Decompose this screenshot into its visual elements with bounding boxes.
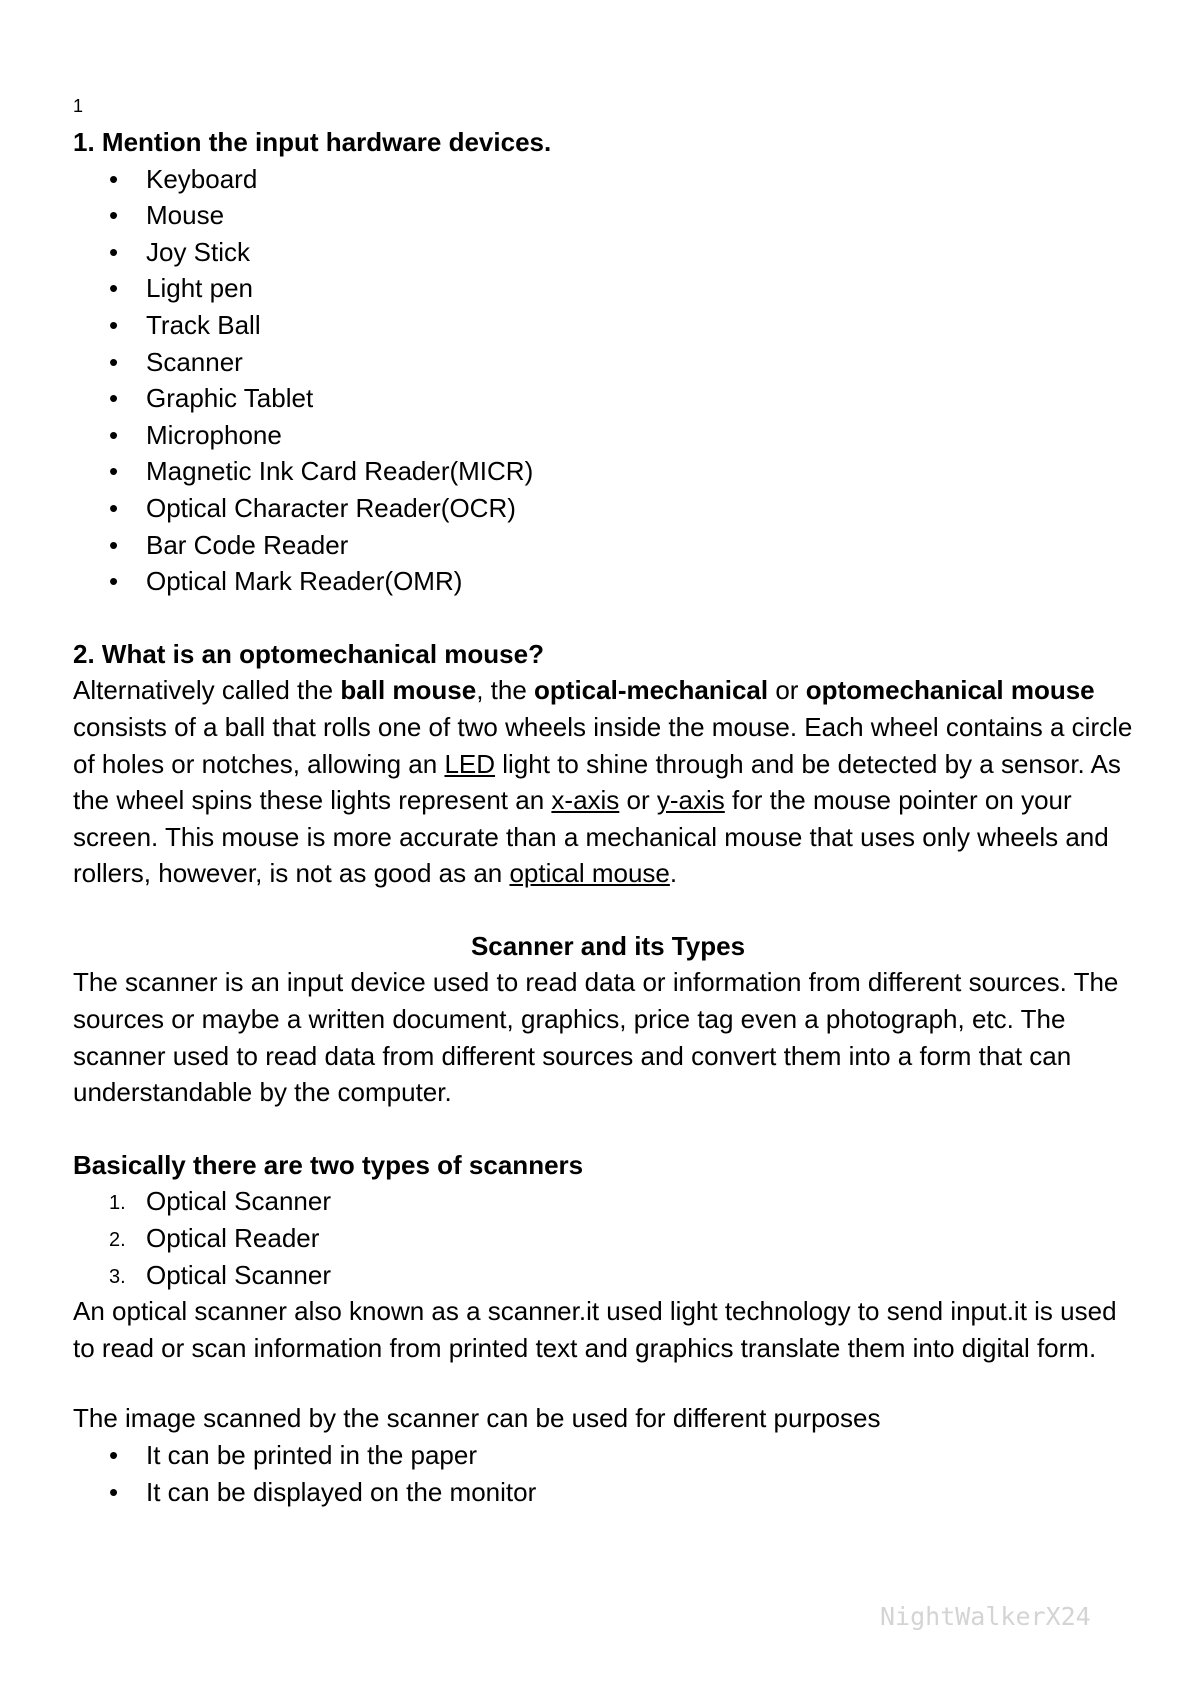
optical-scanner-paragraph: An optical scanner also known as a scanner.it used light technology to send input.it is used to read or scan information from printed text and graphics translate them into digital form. [73, 1296, 1117, 1363]
document-page [73, 96, 1143, 1510]
purposes-intro: The image scanned by the scanner can be used for different purposes [73, 1403, 881, 1434]
input-devices-list [73, 161, 1143, 600]
list-item: • It can be printed in the paper [73, 1437, 1143, 1474]
list-item: • Mouse [73, 197, 1143, 234]
y-axis-link[interactable]: y-axis [656, 785, 725, 816]
term-optical-mechanical: optical-mechanical [534, 675, 769, 706]
term-ball-mouse: ball mouse [340, 675, 477, 706]
list-item: • Scanner [73, 344, 1143, 381]
list-item: • Optical Mark Reader(OMR) [73, 563, 1143, 600]
list-item: • Magnetic Ink Card Reader(MICR) [73, 453, 1143, 490]
scanner-section-title: Scanner and its Types [470, 930, 746, 961]
page-number: 1 [73, 96, 84, 116]
list-item: • Keyboard [73, 161, 1143, 198]
list-item: • Optical Character Reader(OCR) [73, 490, 1143, 527]
list-item: • Light pen [73, 270, 1143, 307]
x-axis-link[interactable]: x-axis [551, 785, 620, 816]
term-optomechanical-mouse: optomechanical mouse [805, 675, 1095, 706]
list-item: 2. Optical Reader [109, 1223, 320, 1254]
list-item: • Graphic Tablet [73, 380, 1143, 417]
q2-heading: 2. What is an optomechanical mouse? [73, 638, 544, 669]
list-item: • Track Ball [73, 307, 1143, 344]
q2-answer-paragraph: Alternatively called the ball mouse, the optical-mechanical or optomechanical mouse consists of a ball that rolls one of two wheels inside the mouse. Each wheel contains a circle of holes or notches, allowing an LED light to shine through and be detected by a sensor. As the wheel spins these lights represent an x-axis or y-axis for the mouse pointer on your screen. This mouse is more accurate than a mechanical mouse that uses only wheels and rollers, however, is not as good as an optical mouse. [73, 675, 1133, 889]
list-item: 3. Optical Scanner [109, 1259, 331, 1290]
list-item: • Joy Stick [73, 234, 1143, 271]
scanner-types-list [73, 1183, 1143, 1293]
list-item: • It can be displayed on the monitor [73, 1474, 1143, 1511]
scanner-types-heading: Basically there are two types of scanners [73, 1149, 584, 1180]
purposes-list [73, 1437, 1143, 1510]
list-item: 1. Optical Scanner [109, 1186, 331, 1217]
led-link[interactable]: LED [444, 748, 496, 779]
watermark: NightWalkerX24 [880, 1602, 1091, 1631]
list-item: • Microphone [73, 417, 1143, 454]
optical-mouse-link[interactable]: optical mouse [509, 858, 670, 889]
list-item: • Bar Code Reader [73, 527, 1143, 564]
q1-heading: 1. Mention the input hardware devices. [73, 127, 552, 157]
scanner-intro-paragraph: The scanner is an input device used to read data or information from different sources. The sources or maybe a written document, graphics, price tag even a photograph, etc. The scanner used to read data from different sources and convert them into a form that can understandable by the computer. [73, 967, 1119, 1108]
